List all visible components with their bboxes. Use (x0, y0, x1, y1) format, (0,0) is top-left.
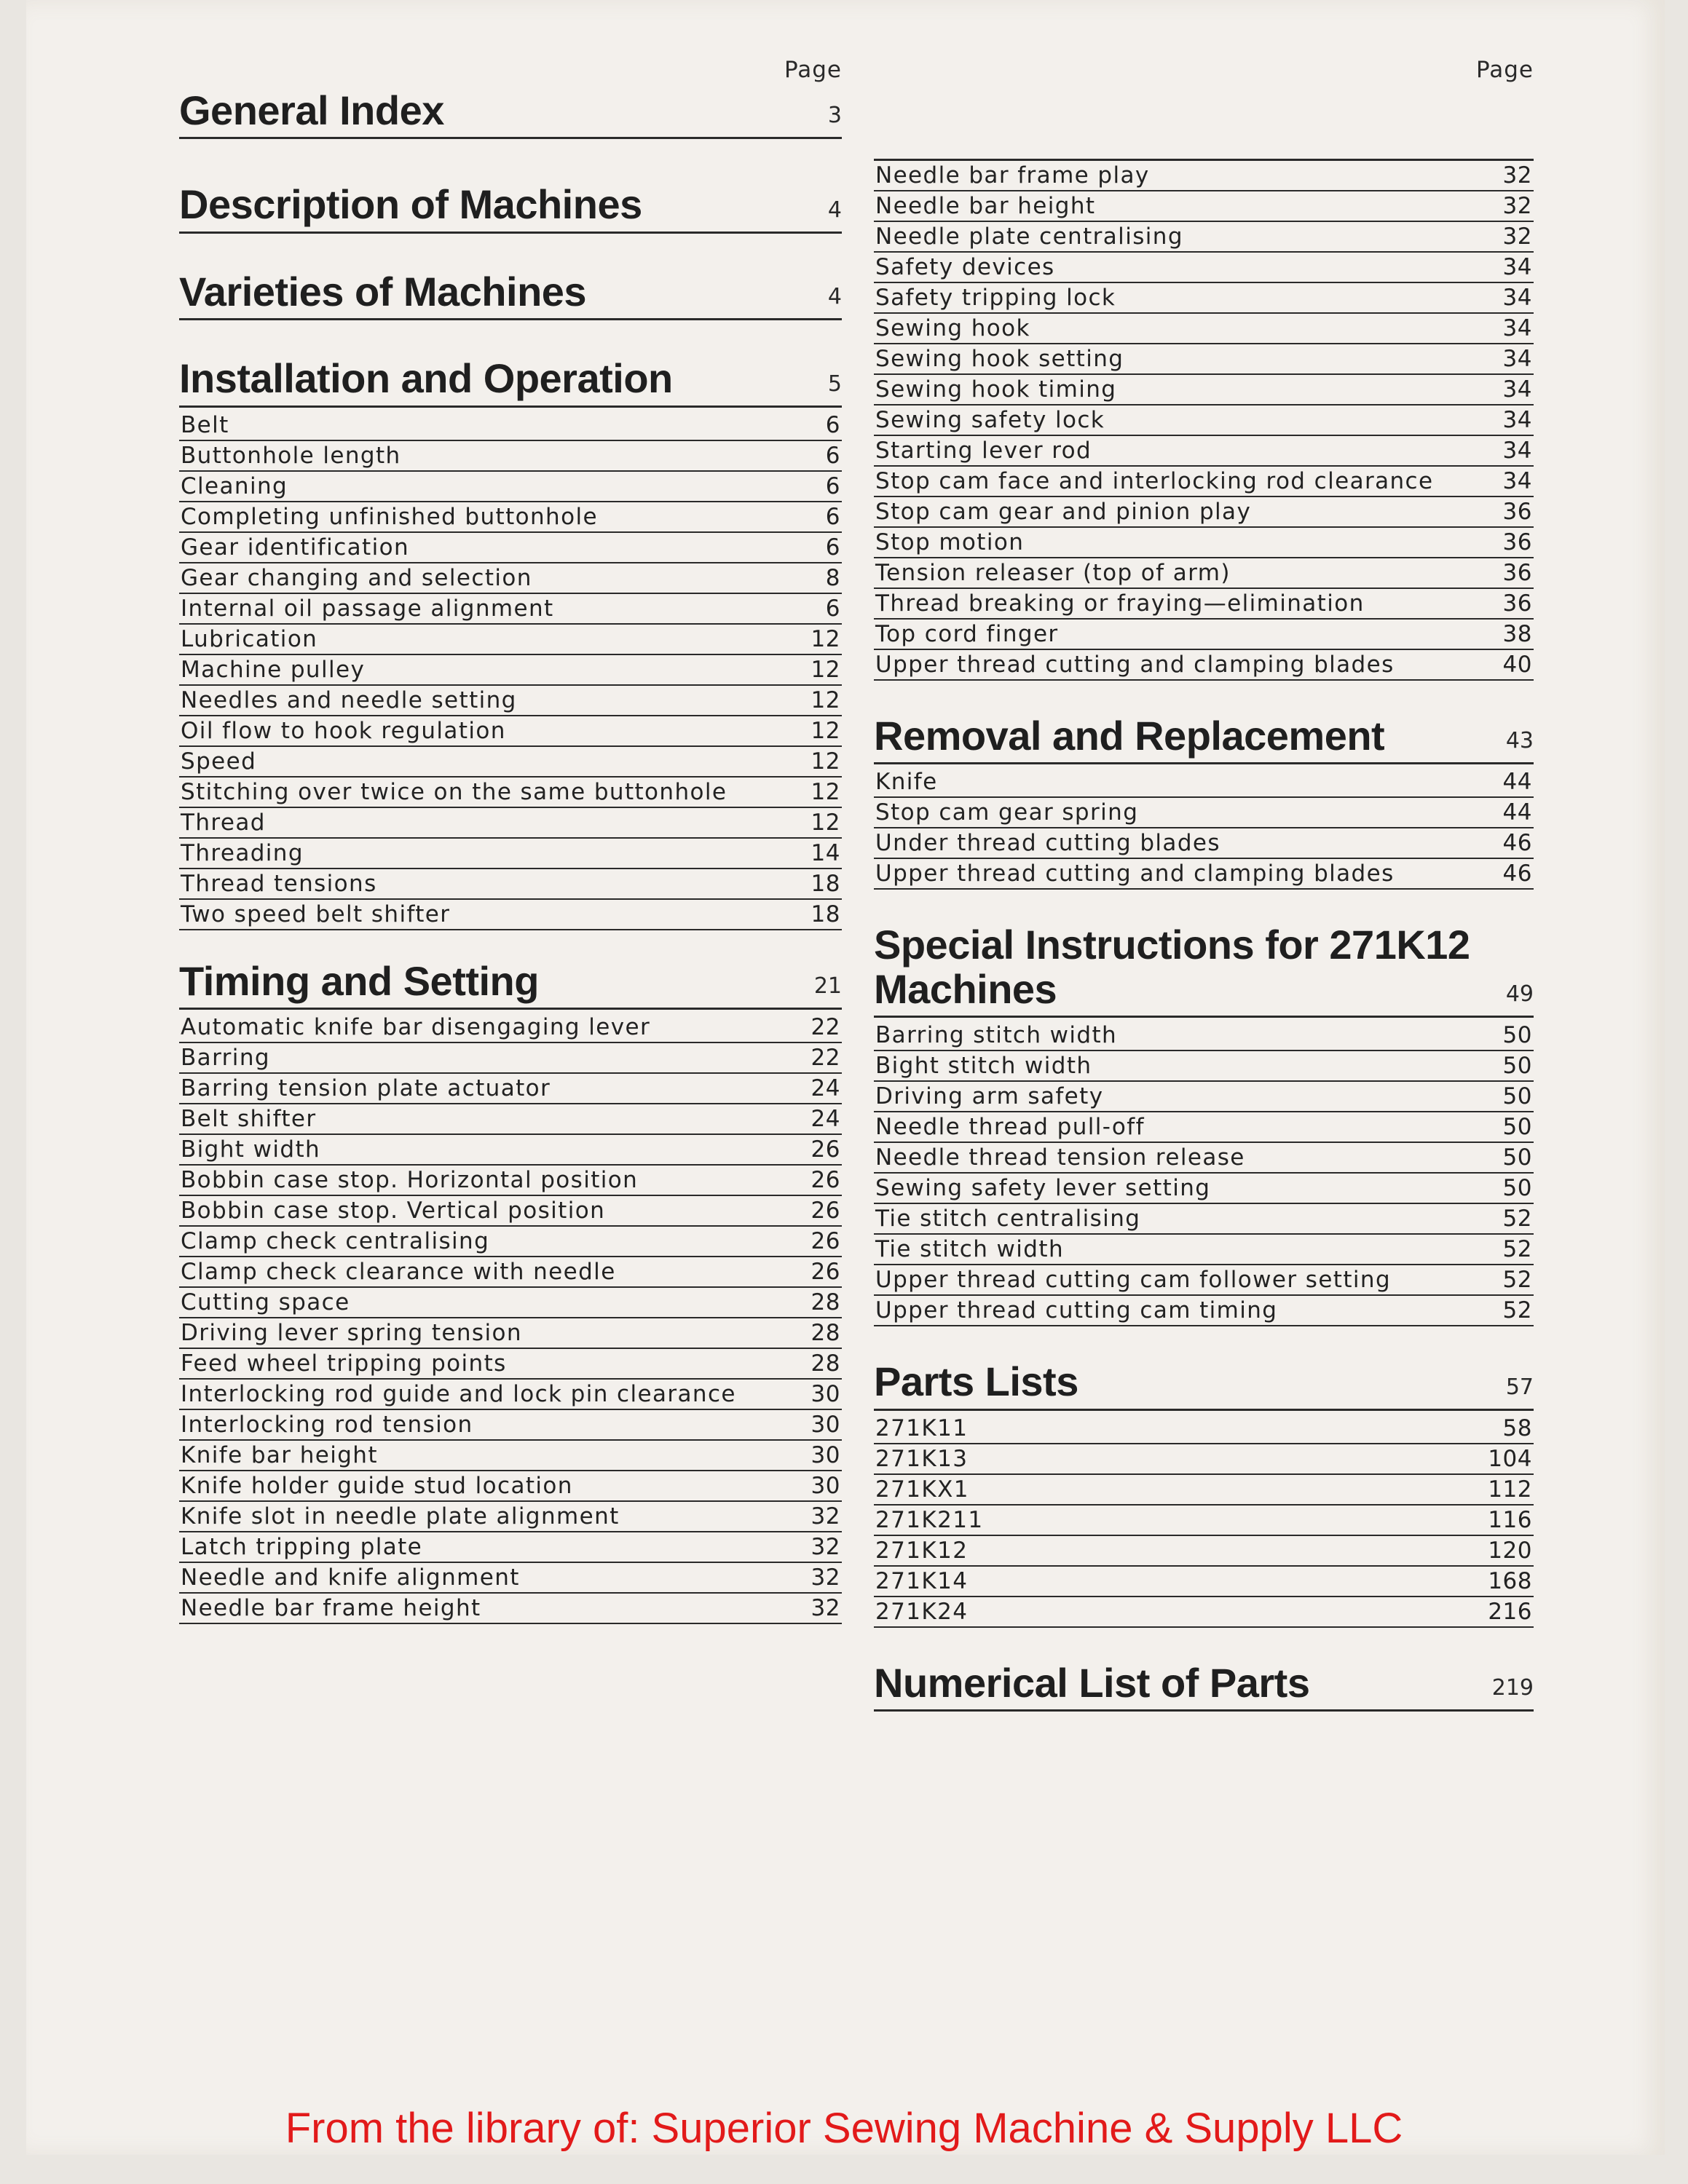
index-entry (179, 869, 842, 900)
index-entry (179, 625, 842, 655)
index-entry (874, 1021, 1534, 1051)
index-entry (179, 1441, 842, 1471)
index-entry (179, 1043, 842, 1074)
section-page: 49 (1505, 981, 1534, 1008)
entry-label: Thread (181, 809, 266, 836)
entry-page: 14 (811, 839, 840, 866)
entry-label: Driving arm safety (875, 1083, 1104, 1110)
index-entry (874, 436, 1534, 467)
index-entry (874, 1536, 1534, 1567)
entry-label: Speed (181, 748, 257, 775)
index-entry (874, 767, 1534, 798)
index-entry (179, 1257, 842, 1288)
section-page: 57 (1505, 1374, 1534, 1400)
section-general-index (179, 89, 842, 139)
index-entry (874, 1296, 1534, 1326)
index-entry (179, 1349, 842, 1380)
entry-label: Two speed belt shifter (181, 901, 451, 927)
entry-label: 271KX1 (875, 1476, 969, 1503)
entry-page: 50 (1502, 1083, 1532, 1110)
entry-label: Tie stitch width (875, 1236, 1064, 1263)
entry-page: 120 (1488, 1537, 1532, 1564)
section-parts-lists (874, 1360, 1534, 1627)
section-title: General Index (179, 87, 444, 133)
index-entry (874, 1475, 1534, 1506)
entry-page: 32 (1502, 162, 1532, 189)
entry-page: 26 (811, 1167, 840, 1194)
index-entry (179, 1410, 842, 1441)
entry-page: 32 (811, 1564, 840, 1591)
index-entry (874, 528, 1534, 558)
entry-label: Feed wheel tripping points (181, 1350, 507, 1377)
entry-label: Belt (181, 411, 229, 438)
entry-page: 168 (1488, 1567, 1532, 1594)
section-title: Numerical List of Parts (874, 1659, 1310, 1706)
entry-label: Latch tripping plate (181, 1534, 423, 1561)
entry-page: 36 (1502, 529, 1532, 555)
entry-page: 6 (825, 503, 840, 530)
entry-page: 22 (811, 1014, 840, 1041)
entry-page: 22 (811, 1045, 840, 1072)
index-entry (874, 1506, 1534, 1536)
index-entry (179, 563, 842, 594)
entry-label: 271K11 (875, 1415, 969, 1441)
entry-page: 8 (825, 564, 840, 591)
entry-label: Bobbin case stop. Vertical position (181, 1198, 606, 1224)
index-entry (179, 1563, 842, 1594)
entry-label: Barring stitch width (875, 1022, 1118, 1049)
entry-page: 12 (811, 625, 840, 652)
entry-label: Starting lever rod (875, 438, 1092, 464)
entry-label: Internal oil passage alignment (181, 595, 554, 622)
section-page: 3 (827, 103, 842, 129)
index-entry (179, 441, 842, 472)
entry-page: 112 (1488, 1476, 1532, 1503)
entry-page: 6 (825, 595, 840, 622)
entry-page: 52 (1502, 1297, 1532, 1324)
entry-label: Needle bar frame height (181, 1595, 481, 1622)
section-title-line2: Machines (874, 965, 1057, 1012)
library-footer: From the library of: Superior Sewing Machine & Supply LLC (285, 2105, 1403, 2152)
entry-page: 32 (1502, 223, 1532, 250)
entry-page: 18 (811, 870, 840, 897)
index-entry (179, 1074, 842, 1104)
index-entry (874, 798, 1534, 828)
entry-label: Gear identification (181, 534, 410, 561)
entry-label: Barring (181, 1045, 270, 1072)
entry-label: Stop motion (875, 529, 1025, 555)
index-entry (179, 1104, 842, 1135)
entry-page: 216 (1488, 1598, 1532, 1625)
entry-page: 44 (1502, 769, 1532, 796)
section-page: 43 (1505, 728, 1534, 754)
entry-label: Needle plate centralising (875, 223, 1183, 250)
entry-label: Stop cam gear and pinion play (875, 499, 1252, 525)
index-entry (874, 375, 1534, 405)
index-entry (179, 655, 842, 686)
entry-page: 36 (1502, 499, 1532, 525)
entry-page: 34 (1502, 285, 1532, 311)
entry-page: 26 (811, 1228, 840, 1255)
entry-label: Needle thread tension release (875, 1144, 1245, 1171)
index-entry (874, 314, 1534, 344)
index-entry (179, 502, 842, 533)
entry-label: Automatic knife bar disengaging lever (181, 1014, 651, 1041)
index-entry (179, 1532, 842, 1563)
index-entry (874, 467, 1534, 497)
entry-label: Clamp check clearance with needle (181, 1259, 616, 1286)
index-entry (179, 1288, 842, 1318)
index-entry (874, 1567, 1534, 1597)
entry-page: 6 (825, 472, 840, 499)
entry-label: Upper thread cutting cam timing (875, 1297, 1278, 1324)
entry-page: 46 (1502, 860, 1532, 887)
entry-label: Knife holder guide stud location (181, 1473, 573, 1500)
entry-label: Upper thread cutting and clamping blades (875, 860, 1395, 887)
index-entry (179, 411, 842, 441)
index-entry (179, 1196, 842, 1227)
index-entry (874, 1597, 1534, 1628)
entry-label: Bobbin case stop. Horizontal position (181, 1167, 639, 1194)
entry-label: Tension releaser (top of arm) (875, 560, 1231, 586)
entry-label: Thread tensions (181, 870, 377, 897)
entry-page: 18 (811, 901, 840, 927)
index-entry (179, 1166, 842, 1196)
index-entry (874, 558, 1534, 589)
index-entry (874, 253, 1534, 283)
entry-page: 26 (811, 1136, 840, 1163)
index-entry (179, 1502, 842, 1532)
entry-page: 28 (811, 1289, 840, 1316)
entry-label: Sewing hook timing (875, 376, 1117, 403)
entry-label: Gear changing and selection (181, 564, 532, 591)
entry-page: 52 (1502, 1267, 1532, 1294)
entry-page: 36 (1502, 590, 1532, 617)
entry-label: Tie stitch centralising (875, 1206, 1141, 1233)
entry-label: 271K14 (875, 1567, 969, 1594)
index-entry (874, 191, 1534, 222)
section-title: Parts Lists (874, 1358, 1078, 1405)
entry-page: 30 (811, 1473, 840, 1500)
entry-page: 44 (1502, 799, 1532, 826)
section-page: 4 (827, 284, 842, 310)
index-entry-list (874, 767, 1534, 890)
entry-label: Knife slot in needle plate alignment (181, 1503, 620, 1530)
index-entry (874, 1082, 1534, 1112)
section-title: Installation and Operation (179, 355, 673, 402)
entry-label: Sewing hook setting (875, 346, 1124, 372)
entry-page: 26 (811, 1259, 840, 1286)
entry-page: 12 (811, 656, 840, 683)
section-title-line1: Special Instructions for 271K12 (874, 922, 1470, 968)
entry-label: Completing unfinished buttonhole (181, 503, 598, 530)
entry-label: Needle and knife alignment (181, 1564, 520, 1591)
entry-page: 28 (811, 1320, 840, 1347)
entry-label: Interlocking rod tension (181, 1412, 473, 1439)
entry-label: Knife (875, 769, 938, 796)
index-entry (874, 1051, 1534, 1082)
entry-page: 50 (1502, 1175, 1532, 1202)
index-entry (874, 1444, 1534, 1475)
index-entry (179, 1594, 842, 1624)
entry-page: 34 (1502, 376, 1532, 403)
entry-label: Stop cam gear spring (875, 799, 1139, 826)
index-entry-list (874, 161, 1534, 681)
index-entry (874, 344, 1534, 375)
entry-label: Bight width (181, 1136, 321, 1163)
index-entry (874, 283, 1534, 314)
entry-label: Under thread cutting blades (875, 830, 1220, 857)
index-entry (179, 747, 842, 778)
index-entry (179, 533, 842, 563)
section-page: 21 (813, 973, 842, 1000)
entry-label: 271K24 (875, 1598, 969, 1625)
index-entry (874, 1174, 1534, 1204)
index-entry (874, 650, 1534, 681)
entry-page: 52 (1502, 1236, 1532, 1263)
entry-page: 26 (811, 1198, 840, 1224)
entry-page: 50 (1502, 1114, 1532, 1141)
entry-label: Sewing safety lever setting (875, 1175, 1211, 1202)
section-title: Removal and Replacement (874, 713, 1385, 759)
entry-label: Stitching over twice on the same buttonhole (181, 778, 727, 805)
entry-label: Cutting space (181, 1289, 350, 1316)
entry-page: 34 (1502, 315, 1532, 341)
entry-label: Needles and needle setting (181, 687, 517, 713)
entry-label: Thread breaking or fraying—elimination (875, 590, 1365, 617)
entry-page: 12 (811, 778, 840, 805)
index-entry (179, 594, 842, 625)
index-entry (179, 1227, 842, 1257)
left-column (179, 57, 842, 1624)
section-description-of-machines (179, 183, 842, 233)
entry-label: Machine pulley (181, 656, 366, 683)
index-entry (179, 900, 842, 930)
index-entry (874, 1204, 1534, 1235)
section-page: 5 (827, 371, 842, 397)
entry-page: 12 (811, 687, 840, 713)
section-installation-and-operation (179, 357, 842, 930)
index-entry (179, 716, 842, 747)
index-entry (874, 1143, 1534, 1174)
entry-label: Upper thread cutting cam follower setting (875, 1267, 1392, 1294)
entry-page: 116 (1488, 1506, 1532, 1533)
entry-page: 6 (825, 442, 840, 469)
entry-label: Threading (181, 839, 304, 866)
entry-label: 271K12 (875, 1537, 969, 1564)
entry-page: 32 (811, 1503, 840, 1530)
entry-page: 34 (1502, 254, 1532, 280)
entry-label: Sewing safety lock (875, 407, 1105, 433)
entry-label: 271K13 (875, 1445, 969, 1472)
entry-label: Knife bar height (181, 1442, 378, 1469)
entry-page: 32 (811, 1534, 840, 1561)
section-title: Timing and Setting (179, 957, 539, 1004)
index-entry (874, 161, 1534, 191)
page-column-label: Page (1475, 57, 1534, 83)
index-entry (874, 1414, 1534, 1444)
entry-page: 58 (1502, 1415, 1532, 1441)
entry-label: Lubrication (181, 625, 318, 652)
entry-label: Buttonhole length (181, 442, 401, 469)
entry-label: Oil flow to hook regulation (181, 717, 506, 744)
index-entry-list (179, 411, 842, 930)
entry-page: 38 (1502, 621, 1532, 647)
entry-page: 24 (811, 1075, 840, 1102)
index-entry-list (874, 1021, 1534, 1326)
index-entry-list (179, 1013, 842, 1624)
entry-label: Bight stitch width (875, 1053, 1092, 1080)
entry-page: 34 (1502, 407, 1532, 433)
section-page: 4 (827, 197, 842, 223)
entry-page: 50 (1502, 1053, 1532, 1080)
section-title: Varieties of Machines (179, 268, 587, 314)
entry-label: Barring tension plate actuator (181, 1075, 551, 1102)
index-entry (179, 686, 842, 716)
entry-label: Safety devices (875, 254, 1055, 280)
entry-label: 271K211 (875, 1506, 984, 1533)
index-entry (179, 839, 842, 869)
entry-label: Upper thread cutting and clamping blades (875, 652, 1395, 678)
entry-label: Sewing hook (875, 315, 1030, 341)
document-page (26, 0, 1665, 2155)
entry-page: 34 (1502, 438, 1532, 464)
index-entry (874, 1112, 1534, 1143)
index-entry (874, 405, 1534, 436)
index-entry (179, 1471, 842, 1502)
entry-page: 50 (1502, 1022, 1532, 1049)
index-entry (179, 1135, 842, 1166)
entry-page: 30 (811, 1442, 840, 1469)
index-entry-list (874, 1414, 1534, 1628)
index-entry (179, 1318, 842, 1349)
entry-page: 46 (1502, 830, 1532, 857)
entry-label: Needle thread pull-off (875, 1114, 1145, 1141)
entry-page: 32 (1502, 193, 1532, 219)
entry-label: Cleaning (181, 472, 288, 499)
index-entry (874, 620, 1534, 650)
entry-page: 36 (1502, 560, 1532, 586)
entry-label: Top cord finger (875, 621, 1059, 647)
entry-label: Driving lever spring tension (181, 1320, 522, 1347)
section-removal-and-replacement (874, 714, 1534, 890)
entry-page: 52 (1502, 1206, 1532, 1233)
entry-label: Needle bar frame play (875, 162, 1150, 189)
entry-page: 34 (1502, 468, 1532, 494)
entry-page: 24 (811, 1106, 840, 1133)
entry-page: 30 (811, 1412, 840, 1439)
section-varieties-of-machines (179, 270, 842, 320)
index-entry (874, 589, 1534, 620)
entry-page: 40 (1502, 652, 1532, 678)
entry-page: 6 (825, 411, 840, 438)
entry-page: 30 (811, 1381, 840, 1408)
section-timing-and-setting (179, 957, 842, 1624)
index-entry (874, 859, 1534, 890)
section-page: 219 (1491, 1675, 1534, 1701)
index-entry (179, 808, 842, 839)
entry-label: Clamp check centralising (181, 1228, 490, 1255)
section-title: Description of Machines (179, 181, 642, 228)
index-entry (179, 778, 842, 808)
entry-page: 34 (1502, 346, 1532, 372)
entry-label: Interlocking rod guide and lock pin clearance (181, 1381, 736, 1408)
index-entry (179, 1380, 842, 1410)
index-entry (179, 1013, 842, 1043)
entry-label: Needle bar height (875, 193, 1096, 219)
section-timing-continued (874, 159, 1534, 681)
entry-page: 28 (811, 1350, 840, 1377)
entry-page: 12 (811, 717, 840, 744)
entry-page: 104 (1488, 1445, 1532, 1472)
index-entry (874, 497, 1534, 528)
entry-label: Belt shifter (181, 1106, 317, 1133)
entry-page: 12 (811, 809, 840, 836)
right-column (874, 57, 1534, 1712)
section-special-instructions (874, 923, 1534, 1326)
index-entry (874, 828, 1534, 859)
index-entry (179, 472, 842, 502)
entry-page: 6 (825, 534, 840, 561)
page-column-label: Page (784, 57, 842, 83)
section-numerical-list-of-parts (874, 1661, 1534, 1712)
entry-page: 12 (811, 748, 840, 775)
entry-page: 32 (811, 1595, 840, 1622)
entry-label: Stop cam face and interlocking rod clearance (875, 468, 1434, 494)
index-entry (874, 1265, 1534, 1296)
index-entry (874, 1235, 1534, 1265)
entry-page: 50 (1502, 1144, 1532, 1171)
entry-label: Safety tripping lock (875, 285, 1116, 311)
index-entry (874, 222, 1534, 253)
